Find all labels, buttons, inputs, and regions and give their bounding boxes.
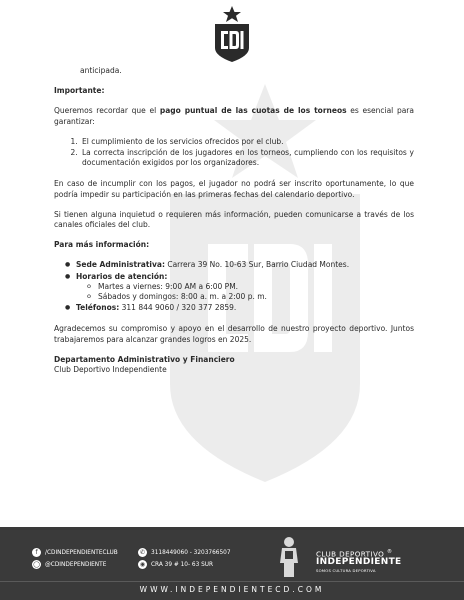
sede-label: Sede Administrativa:: [76, 260, 165, 270]
more-info-heading: Para más información:: [54, 240, 150, 250]
footer-facebook[interactable]: [32, 548, 118, 557]
importante-heading: Importante:: [54, 86, 105, 96]
sede-value: Carrera 39 No. 10-63 Sur, Barrio Ciudad Montes.: [164, 260, 350, 270]
letter-body: [54, 66, 414, 375]
requirements-list: [54, 137, 414, 169]
footer-brand: [276, 535, 446, 577]
warning-paragraph: En caso de incumplir con los pagos, el jugador no podrá ser inscrito oportunamente, lo que podría impedir su participación en las primeras fechas del calendario deportivo.: [54, 179, 414, 199]
registered-mark: ®: [386, 549, 393, 555]
brand-tagline: SOMOS CULTURA DEPORTIVA: [316, 568, 376, 573]
list-item: 1. El cumplimiento de los servicios ofrecidos por el club.: [80, 137, 414, 147]
whatsapp-numbers: 3118449060 - 3203766507: [151, 549, 231, 556]
footer-address: [138, 560, 213, 569]
cdi-crest-logo: [213, 6, 251, 62]
instagram-icon: ◯: [33, 561, 40, 568]
reminder-paragraph: [54, 106, 414, 126]
telefonos-label: Teléfonos:: [76, 303, 120, 313]
inquiry-paragraph: Si tienen alguna inquietud o requieren más información, pueden comunicarse a través de los canales oficiales del club.: [54, 209, 414, 230]
footer-divider: [0, 581, 464, 582]
footer-bar: [0, 527, 464, 600]
location-pin-icon: ◉: [139, 561, 146, 568]
facebook-handle: /CDINDEPENDIENTECLUB: [45, 549, 118, 556]
intro-fragment: anticipada.: [80, 66, 122, 75]
info-sede: [76, 260, 414, 270]
contact-info-list: [54, 260, 414, 313]
footer-whatsapp[interactable]: [138, 548, 231, 557]
signature-club: Club Deportivo Independiente: [54, 365, 167, 375]
whatsapp-icon: ✆: [139, 549, 146, 556]
closing-paragraph: Agradecemos su compromiso y apoyo en el desarrollo de nuestro proyecto deportivo. Juntos trabajaremos para alcanzar grandes logros en 2025.: [54, 324, 414, 344]
info-horarios: [76, 272, 414, 303]
address-text: CRA 39 # 10- 63 SUR: [151, 561, 214, 568]
instagram-handle: @CDINDEPENDIENTE: [45, 561, 107, 568]
footer-instagram[interactable]: [32, 560, 106, 569]
reminder-bold: pago puntual de las cuotas de los torneos: [159, 106, 347, 116]
horarios-label: Horarios de atención:: [76, 271, 168, 281]
reminder-text-1: Queremos recordar que el: [54, 106, 160, 116]
brand-line-2: INDEPENDIENTE: [316, 557, 402, 567]
info-telefonos: [76, 303, 414, 313]
mascot-figure-icon: [276, 535, 302, 577]
brand-line-1-text: CLUB DEPORTIVO: [316, 549, 385, 559]
reminder-text-2: es esencial para garantizar:: [54, 106, 414, 126]
horario-item: o Martes a viernes: 9:00 AM a 6:00 PM.: [98, 282, 414, 292]
telefonos-value: 311 844 9060 / 320 377 2859.: [119, 303, 237, 313]
horario-item: o Sábados y domingos: 8:00 a. m. a 2:00 p. m.: [98, 292, 414, 302]
horarios-list: [76, 282, 414, 302]
facebook-icon: f: [32, 548, 41, 557]
list-item: 2. La correcta inscripción de los jugadores en los torneos, cumpliendo con los requisitos y documentación exigidos por los organizadores.: [80, 148, 414, 168]
footer-website-link[interactable]: WWW.INDEPENDIENTECD.COM: [139, 585, 325, 594]
signature-department: Departamento Administrativo y Financiero: [54, 354, 235, 364]
